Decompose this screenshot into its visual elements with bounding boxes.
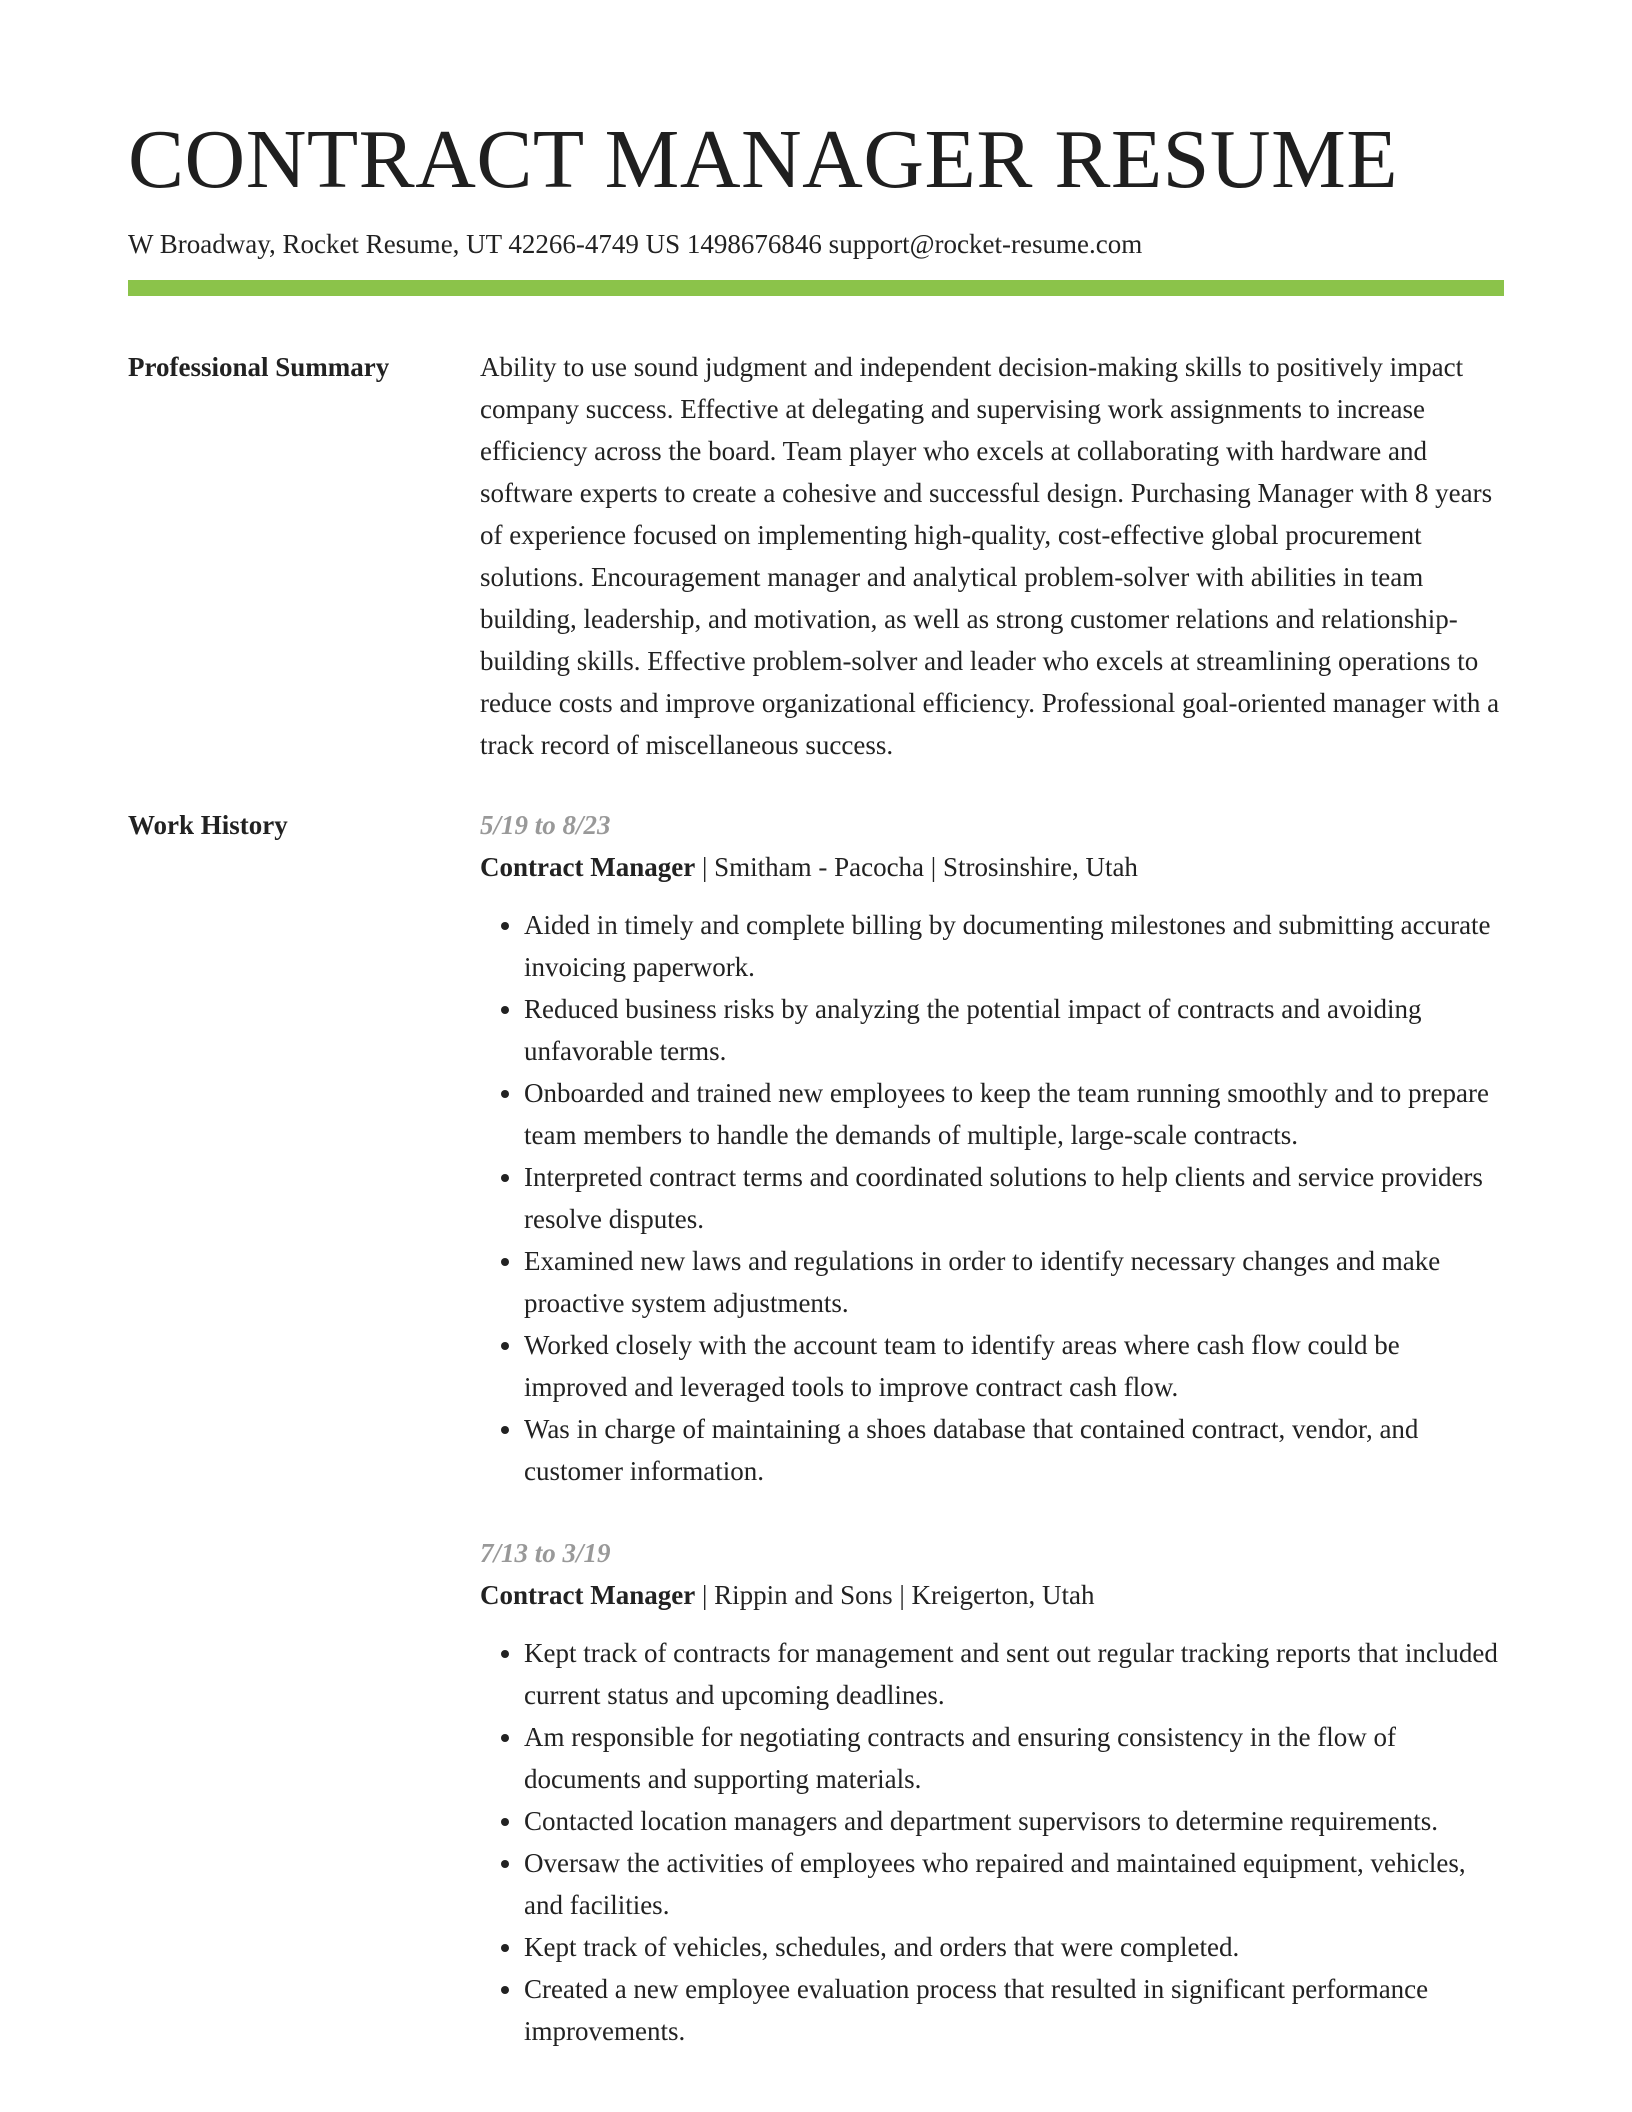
job-bullet: • Worked closely with the account team to identify areas where cash flow could be improved and leveraged tools to improve contract cash flow. bbox=[524, 1324, 1504, 1408]
job-bullet: • Created a new employee evaluation process that resulted in significant performance improvements. bbox=[524, 1968, 1504, 2052]
job-bullet: • Kept track of vehicles, schedules, and orders that were completed. bbox=[524, 1926, 1504, 1968]
contact-line: W Broadway, Rocket Resume, UT 42266-4749 US 1498676846 support@rocket-resume.com bbox=[128, 229, 1143, 259]
job-bullet: • Contacted location managers and department supervisors to determine requirements. bbox=[524, 1800, 1504, 1842]
summary-text: Ability to use sound judgment and independent decision-making skills to positively impact company success. Effective at delegating and supervising work assignments to increase efficiency across the board. Team player who excels at collaborating with hardware and software experts to create a cohesive and successful design. Purchasing Manager with 8 years of experience focused on implementing high-quality, cost-effective global procurement solutions. Encouragement manager and analytical problem-solver with abilities in team building, leadership, and motivation, as well as strong customer relations and relationship-building skills. Effective problem-solver and leader who excels at streamlining operations to reduce costs and improve organizational efficiency. Professional goal-oriented manager with a track record of miscellaneous success. bbox=[480, 352, 1500, 761]
job-dates: 7/13 to 3/19 bbox=[480, 1538, 611, 1569]
job-bullet: • Aided in timely and complete billing by documenting milestones and submitting accurate invoicing paperwork. bbox=[524, 904, 1504, 988]
job-title: Contract Manager bbox=[480, 852, 696, 883]
job-bullet: • Kept track of contracts for management and sent out regular tracking reports that included current status and upcoming deadlines. bbox=[524, 1632, 1504, 1716]
job-bullet: • Examined new laws and regulations in order to identify necessary changes and make proactive system adjustments. bbox=[524, 1240, 1504, 1324]
job-bullet: • Reduced business risks by analyzing the potential impact of contracts and avoiding unfavorable terms. bbox=[524, 988, 1504, 1072]
job-bullet: • Interpreted contract terms and coordinated solutions to help clients and service providers resolve disputes. bbox=[524, 1156, 1504, 1240]
job-bullet: • Am responsible for negotiating contracts and ensuring consistency in the flow of documents and supporting materials. bbox=[524, 1716, 1504, 1800]
job-bullets bbox=[480, 904, 1504, 1492]
section-label-summary: Professional Summary bbox=[128, 352, 390, 383]
job-title: Contract Manager bbox=[480, 1580, 696, 1611]
job-bullet: • Oversaw the activities of employees who repaired and maintained equipment, vehicles, and facilities. bbox=[524, 1842, 1504, 1926]
work-history-body bbox=[480, 804, 1504, 2052]
job-heading bbox=[480, 846, 1504, 888]
job-bullet: • Was in charge of maintaining a shoes database that contained contract, vendor, and customer information. bbox=[524, 1408, 1504, 1492]
header-divider bbox=[128, 280, 1504, 296]
job-heading bbox=[480, 1574, 1504, 1616]
job-bullets bbox=[480, 1632, 1504, 2052]
professional-summary-section bbox=[128, 346, 1504, 766]
job-dates: 5/19 to 8/23 bbox=[480, 810, 611, 841]
section-label-work-history: Work History bbox=[128, 810, 288, 841]
resume-title: CONTRACT MANAGER RESUME bbox=[128, 113, 1399, 206]
job-details: | Smitham - Pacocha | Strosinshire, Utah bbox=[695, 852, 1138, 883]
job-entry bbox=[480, 1532, 1504, 2052]
work-history-section bbox=[128, 804, 1504, 2052]
job-bullet: • Onboarded and trained new employees to keep the team running smoothly and to prepare team members to handle the demands of multiple, large-scale contracts. bbox=[524, 1072, 1504, 1156]
summary-body bbox=[480, 346, 1504, 766]
job-details: | Rippin and Sons | Kreigerton, Utah bbox=[695, 1580, 1095, 1611]
job-entry bbox=[480, 804, 1504, 1492]
